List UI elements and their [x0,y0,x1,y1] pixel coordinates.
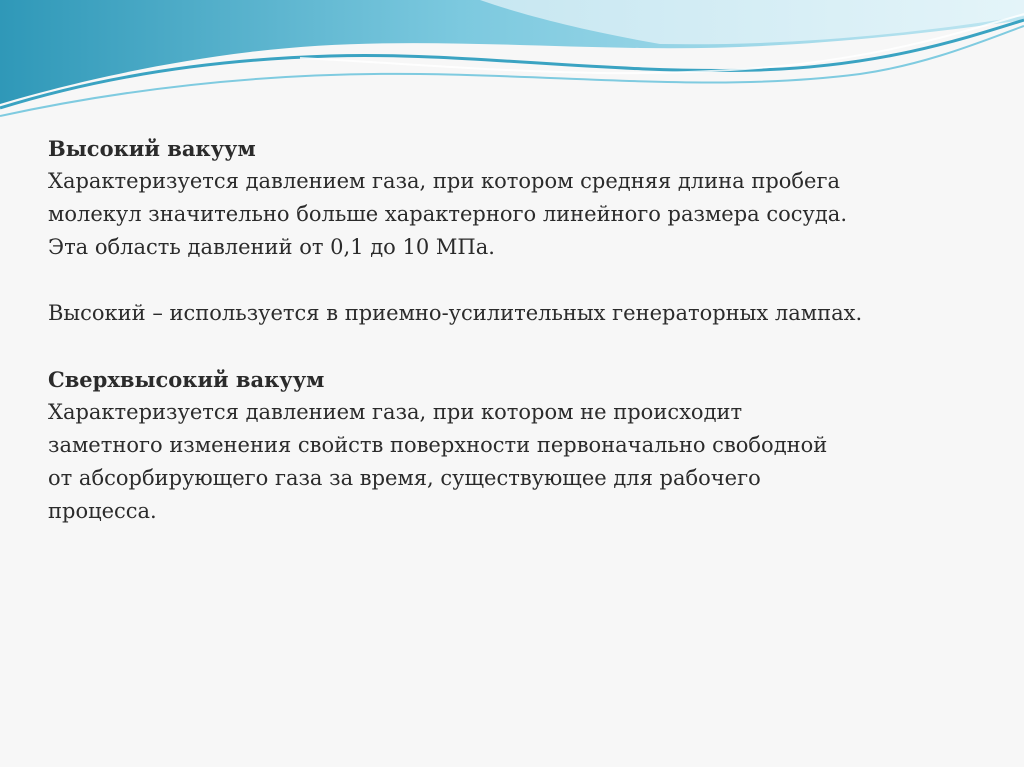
ultra-high-vacuum-line: от абсорбирующего газа за время, существующее для рабочего [48,466,761,490]
high-vacuum-line: Эта область давлений от 0,1 до 10 МПа. [48,235,495,259]
header-wave-decoration [0,0,1024,120]
ultra-high-vacuum-heading: Сверхвысокий вакуум [48,367,325,392]
high-vacuum-heading: Высокий вакуум [48,136,256,161]
high-vacuum-line: молекул значительно больше характерного линейного размера сосуда. [48,202,847,226]
ultra-high-vacuum-line: процесса. [48,499,157,523]
ultra-high-vacuum-line: заметного изменения свойств поверхности первоначально свободной [48,433,828,457]
slide-body [48,132,976,528]
spacer [48,330,976,363]
spacer [48,264,976,297]
high-vacuum-line: Характеризуется давлением газа, при котором средняя длина пробега [48,169,841,193]
ultra-high-vacuum-line: Характеризуется давлением газа, при котором не происходит [48,400,743,424]
high-vacuum-usage: Высокий – используется в приемно-усилительных генераторных лампах. [48,301,863,325]
